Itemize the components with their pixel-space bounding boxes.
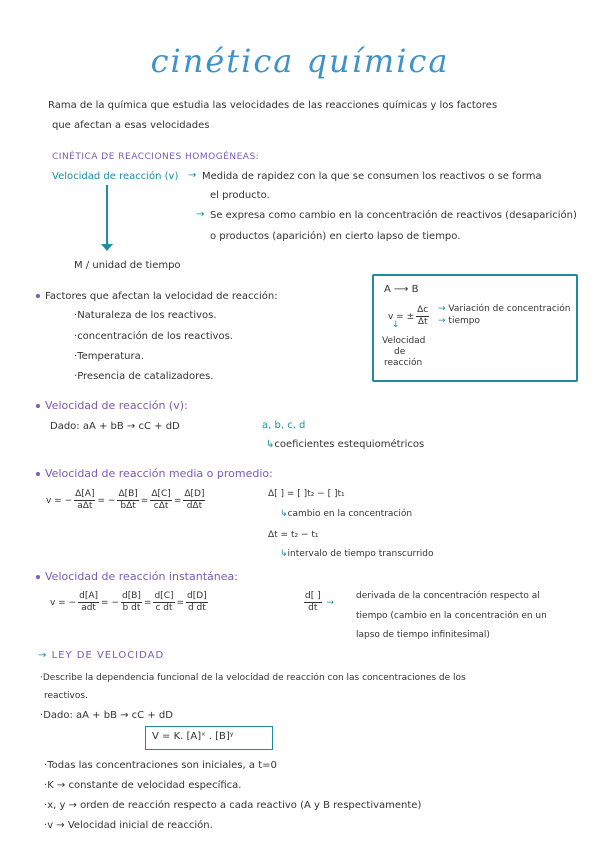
bullet-icon: [36, 575, 40, 579]
frac-num: Δ[B]: [118, 489, 138, 499]
factors-heading-text: Factores que afectan la velocidad de reacción:: [45, 291, 278, 302]
inst-heading-text: Velocidad de reacción instantánea:: [45, 570, 238, 583]
derivative: [302, 591, 334, 614]
arrow-icon: →: [438, 316, 446, 326]
box-fraction-den: Δt: [417, 317, 428, 327]
factors-heading: [36, 291, 278, 302]
arrow-icon: →: [196, 209, 205, 220]
factor-item-text: Naturaleza de los reactivos.: [77, 310, 217, 321]
frac-den: d dt: [187, 603, 206, 613]
vel-heading-text: Velocidad de reacción (v):: [45, 399, 188, 412]
arrow-icon: ↳: [280, 549, 288, 559]
ley-dado-text: Dado: aA + bB → cC + dD: [43, 710, 173, 721]
frac: [186, 591, 208, 614]
frac-num: d[B]: [122, 591, 141, 601]
def-line-2: el producto.: [210, 190, 270, 201]
delta-c-label: [280, 509, 412, 519]
down-arrow-line: [106, 185, 108, 247]
inst-heading: [36, 570, 238, 583]
arrow-icon: →: [326, 598, 335, 608]
page-title: cinética química: [150, 42, 450, 80]
ley-item-text: x, y → orden de reacción respecto a cada reactivo (A y B respectivamente): [47, 800, 422, 811]
box-fraction-num: Δc: [417, 305, 429, 315]
down-arrow-icon: ↓: [392, 320, 400, 330]
media-formula: v = − $\frac{\Delta[A]}{\text{aΔt}}$ = − $\frac{\Delta[B]}{\text{bΔt}}$ = $\frac{\Delta[C]}{\text{cΔt}}$ = $\frac{\Delta[D]}{\text{dΔt}}$: [46, 489, 205, 511]
frac-den: bΔt: [120, 501, 136, 511]
arrow-icon: →: [38, 650, 48, 661]
inst-desc-3: lapso de tiempo infinitesimal): [356, 630, 490, 640]
velocidad-label: Velocidad de reacción (v): [52, 171, 179, 182]
coefs-label-text: coeficientes estequiométricos: [274, 439, 425, 450]
delta-c-label-text: cambio en la concentración: [287, 509, 413, 519]
frac-num: d[D]: [187, 591, 207, 601]
delta-t-label: [280, 549, 434, 559]
frac-den: dt: [308, 603, 318, 613]
intro-line-1: Rama de la química que estudia las velocidades de las reacciones químicas y los factores: [48, 100, 498, 111]
frac-den: c dt: [155, 603, 173, 613]
bullet-icon: [36, 472, 40, 476]
reactant-a: A: [384, 284, 391, 295]
frac-num: d[A]: [79, 591, 99, 601]
ley-heading-text: LEY DE VELOCIDAD: [51, 650, 165, 661]
delta-t-label-text: intervalo de tiempo transcurrido: [287, 549, 434, 559]
frac-num: d[C]: [154, 591, 174, 601]
inst-v: v =: [50, 598, 66, 608]
ley-heading: [38, 650, 164, 661]
def-line-4: o productos (aparición) en cierto lapso de tiempo.: [210, 231, 461, 242]
frac-num: Δ[C]: [151, 489, 171, 499]
box-vel-1: Velocidad: [382, 336, 426, 346]
factor-item: ·Naturaleza de los reactivos.: [74, 310, 217, 321]
coefs: a, b, c, d: [262, 420, 306, 431]
frac: [121, 591, 142, 614]
frac-num: Δ[A]: [75, 489, 95, 499]
ley-desc-1-text: Describe la dependencia funcional de la velocidad de reacción con las concentraciones de los: [42, 673, 466, 683]
box-v-label: v = ±: [388, 312, 415, 322]
frac-num: Δ[D]: [184, 489, 205, 499]
media-v: v =: [46, 496, 62, 506]
ley-dado: ·Dado: aA + bB → cC + dD: [40, 710, 173, 721]
ley-item-text: K → constante de velocidad específica.: [47, 780, 242, 791]
box-note-1: [438, 304, 571, 314]
frac: [117, 489, 138, 512]
product-b: B: [411, 284, 419, 295]
arrow-icon: ↳: [266, 439, 275, 450]
box-note-1-text: Variación de concentración: [448, 304, 571, 314]
ley-item: ·x, y → orden de reacción respecto a cada reactivo (A y B respectivamente): [44, 800, 422, 811]
arrow-icon: ↳: [280, 509, 288, 519]
frac-den: dΔt: [186, 501, 203, 511]
inst-desc-1: derivada de la concentración respecto al: [356, 591, 540, 601]
def-line-1: Medida de rapidez con la que se consumen los reactivos o se forma: [202, 171, 542, 182]
arrow-icon: →: [438, 304, 446, 314]
bullet-icon: [36, 404, 40, 408]
factor-item: ·Presencia de catalizadores.: [74, 371, 214, 382]
frac: [183, 489, 205, 512]
media-heading-text: Velocidad de reacción media o promedio:: [45, 467, 273, 480]
frac: [74, 489, 95, 512]
frac: [78, 591, 99, 614]
ley-item-text: v → Velocidad inicial de reacción.: [47, 820, 213, 831]
bullet-icon: [36, 294, 40, 298]
ley-item: ·v → Velocidad inicial de reacción.: [44, 820, 213, 831]
box-note-2: [438, 316, 480, 326]
frac: [150, 489, 171, 512]
inst-desc-2: tiempo (cambio en la concentración en un: [356, 611, 547, 621]
factor-item-text: concentración de los reactivos.: [77, 331, 233, 342]
delta-t: Δt = t₂ − t₁: [268, 530, 319, 540]
vel-dado: Dado: aA + bB → cC + dD: [50, 421, 180, 432]
ley-item-text: Todas las concentraciones son iniciales, a t=0: [47, 760, 277, 771]
frac-den: adt: [81, 603, 96, 613]
frac-num: d[ ]: [305, 591, 321, 601]
arrow-icon: ⟶: [394, 284, 409, 295]
coefs-label: [266, 439, 424, 450]
down-arrow-icon: [101, 244, 113, 251]
factor-item: ·concentración de los reactivos.: [74, 331, 233, 342]
inst-formula: v = − $\frac{d[A]}{\text{adt}}$ = − $\frac{d[B]}{\text{b dt}}$ = $\frac{d[C]}{\text{c dt}}$ = $\frac{d[D]}{\text{d dt}}$: [50, 591, 207, 613]
box-note-2-text: tiempo: [448, 316, 480, 326]
frac: [304, 591, 322, 614]
units-label: M / unidad de tiempo: [74, 260, 181, 271]
homog-heading: CINÉTICA DE REACCIONES HOMOGÉNEAS:: [52, 152, 260, 162]
frac: [153, 591, 174, 614]
ley-desc-2: reactivos.: [44, 691, 88, 701]
delta-c: Δ[ ] = [ ]t₂ − [ ]t₁: [268, 489, 345, 499]
box-vel-2: de: [394, 347, 406, 357]
frac-den: aΔt: [77, 501, 93, 511]
factor-item-text: Presencia de catalizadores.: [77, 371, 214, 382]
media-heading: [36, 467, 273, 480]
def-line-3: Se expresa como cambio en la concentración de reactivos (desaparición): [210, 210, 577, 221]
intro-line-2: que afectan a esas velocidades: [52, 120, 210, 131]
vel-heading: [36, 399, 188, 412]
rate-law-formula: V = K. [A]ˣ . [B]ʸ: [152, 731, 234, 742]
ley-item: ·Todas las concentraciones son iniciales, a t=0: [44, 760, 277, 771]
frac-den: b dt: [122, 603, 141, 613]
ley-desc-1: ·Describe la dependencia funcional de la velocidad de reacción con las concentraciones de los: [40, 673, 466, 683]
box-fraction: [416, 305, 429, 328]
arrow-icon: →: [188, 170, 197, 181]
box-vel-3: reacción: [384, 358, 423, 368]
frac-den: cΔt: [153, 501, 169, 511]
factor-item: ·Temperatura.: [74, 351, 144, 362]
factor-item-text: Temperatura.: [77, 351, 144, 362]
box-reaction: [384, 284, 418, 295]
ley-item: ·K → constante de velocidad específica.: [44, 780, 242, 791]
